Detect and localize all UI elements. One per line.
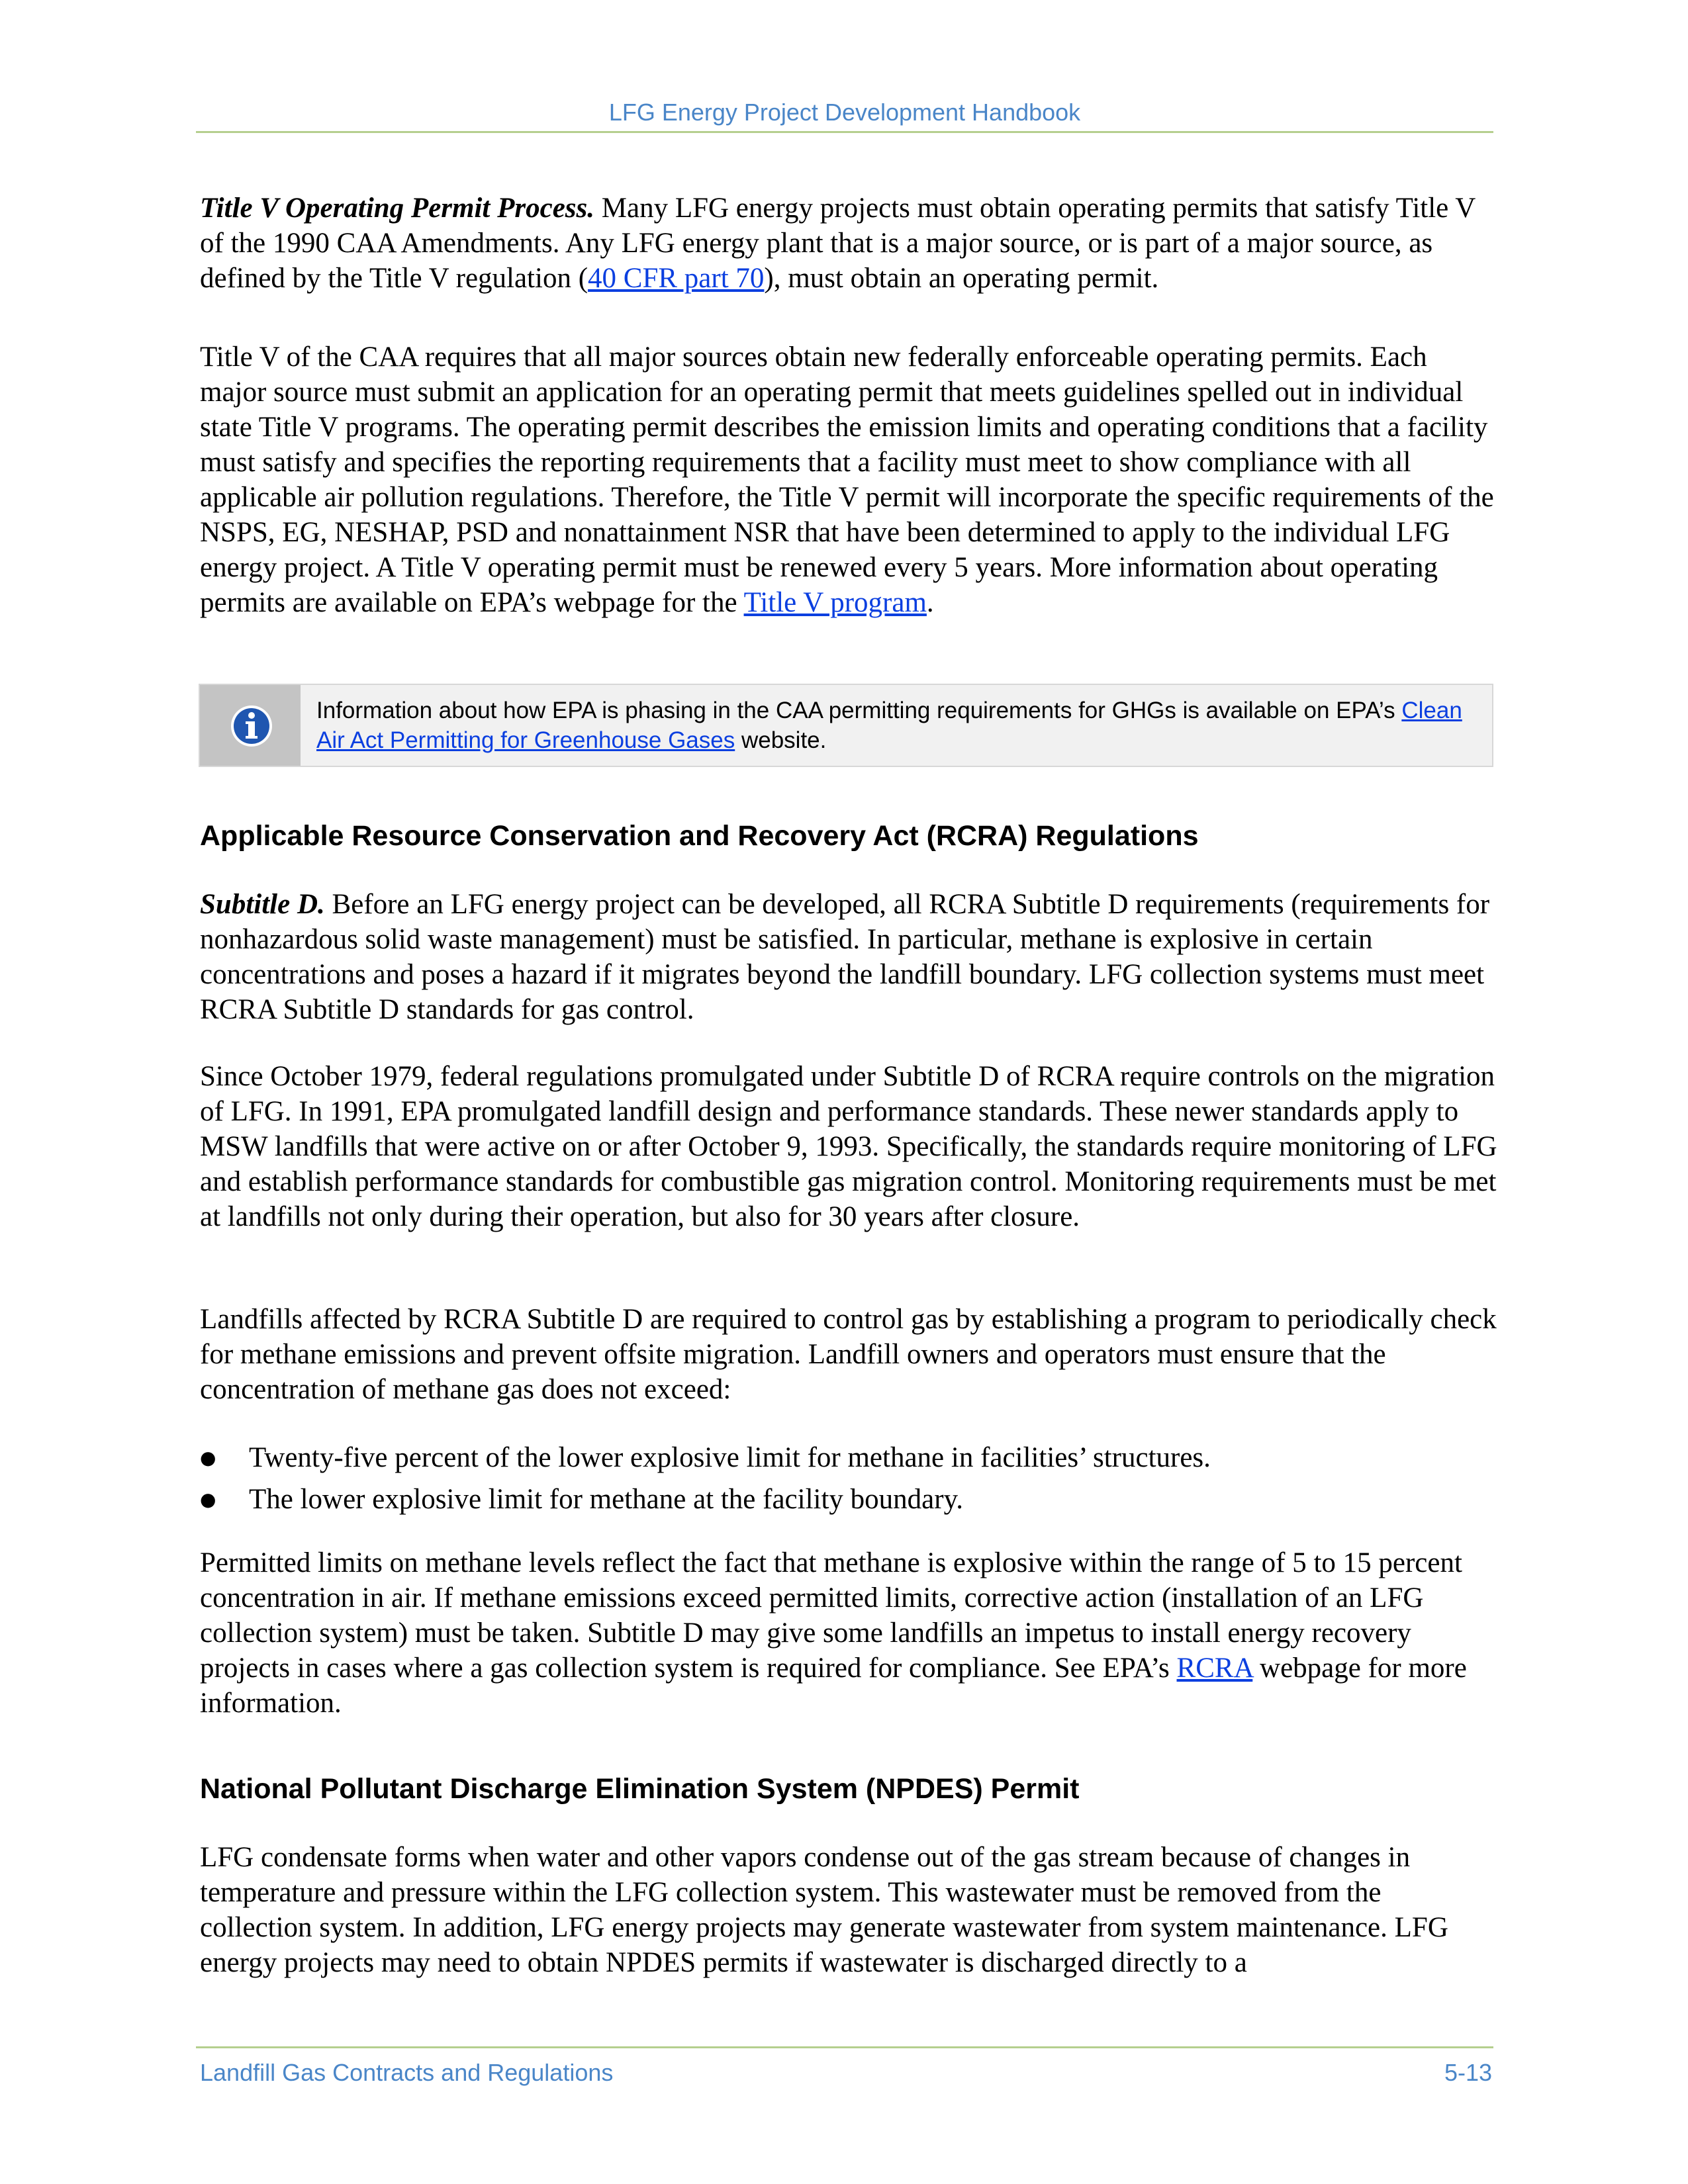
list-item: ● Twenty-five percent of the lower explosive limit for methane in facilities’ structures.: [200, 1440, 1497, 1475]
rcra-paragraph-1: [200, 887, 1497, 1027]
title-v-paragraph-2: [200, 340, 1497, 620]
footer-chapter-title: Landfill Gas Contracts and Regulations: [200, 2059, 614, 2086]
paragraph-text: Title V of the CAA requires that all major sources obtain new federally enforceable operating permits. Each major source must submit an application for an operating permit that meets guidelines spelled out in individual state Title V programs. The operating permit describes the emission limits and operating conditions that a facility must satisfy and specifies the reporting requirements that a facility must meet to show compliance with all applicable air pollution regulations. Therefore, the Title V permit will incorporate the specific requirements of the NSPS, EG, NESHAP, PSD and nonattainment NSR that have been determined to apply to the individual LFG energy project. A Title V operating permit must be renewed every 5 years. More information about operating permits are available on EPA’s webpage for the: [200, 341, 1494, 618]
paragraph-text: webpage for more information.: [200, 1653, 1467, 1719]
methane-limits-list: [200, 1440, 1497, 1524]
run-in-heading: Subtitle D.: [200, 889, 325, 920]
info-callout: [199, 684, 1493, 767]
list-item: ● The lower explosive limit for methane at the facility boundary.: [200, 1482, 1497, 1517]
rcra-paragraph-3: [200, 1302, 1497, 1407]
running-header: LFG Energy Project Development Handbook: [608, 99, 1081, 126]
rcra-link[interactable]: RCRA: [1176, 1653, 1253, 1684]
rcra-paragraph-2: [200, 1059, 1497, 1234]
40-cfr-part-70-link[interactable]: 40 CFR part 70: [588, 263, 765, 294]
clean-air-act-ghg-link[interactable]: Clean Air Act Permitting for Greenhouse Gases: [316, 698, 1462, 753]
paragraph-text: Since October 1979, federal regulations promulgated under Subtitle D of RCRA require controls on the migration of LFG. In 1991, EPA promulgated landfill design and performance standards. These newer standards apply to MSW landfills that were active on or after October 9, 1993. Specifically, the standards require monitoring of LFG and establish performance standards for combustible gas migration control. Monitoring requirements must be met at landfills not only during their operation, but also for 30 years after closure.: [200, 1061, 1497, 1232]
paragraph-text: Before an LFG energy project can be developed, all RCRA Subtitle D requirements (requirements for nonhazardous solid waste management) must be satisfied. In particular, methane is explosive in certain concentrations and poses a hazard if it migrates beyond the landfill boundary. LFG collection systems must meet RCRA Subtitle D standards for gas control.: [200, 889, 1490, 1025]
rcra-paragraph-4: [200, 1545, 1497, 1721]
npdes-section-heading: National Pollutant Discharge Elimination System (NPDES) Permit: [200, 1773, 1080, 1805]
paragraph-text: LFG condensate forms when water and other vapors condense out of the gas stream because of changes in temperature and pressure within the LFG collection system. This wastewater must be removed from the collection system. In addition, LFG energy projects may generate wastewater from system maintenance. LFG energy projects may need to obtain NPDES permits if wastewater is discharged directly to a: [200, 1842, 1448, 1978]
title-v-paragraph-1: [200, 191, 1497, 296]
paragraph-text: .: [926, 587, 934, 618]
title-v-program-link[interactable]: Title V program: [743, 587, 927, 618]
paragraph-text: Many LFG energy projects must obtain operating permits that satisfy Title V of the 1990 CAA Amendments. Any LFG energy plant that is a major source, or is part of a major source, as defined by the Title V regulation (: [200, 193, 1476, 294]
footer-rule: [196, 2046, 1493, 2048]
paragraph-text: Landfills affected by RCRA Subtitle D are required to control gas by establishing a program to periodically check for methane emissions and prevent offsite migration. Landfill owners and operators must ensure that the concentration of methane gas does not exceed:: [200, 1304, 1497, 1405]
paragraph-text: Permitted limits on methane levels reflect the fact that methane is explosive within the range of 5 to 15 percent concentration in air. If methane emissions exceed permitted limits, corrective action (installation of an LFG collection system) must be taken. Subtitle D may give some landfills an impetus to install energy recovery projects in cases where a gas collection system is required for compliance. See EPA’s: [200, 1547, 1462, 1684]
info-icon: [229, 704, 274, 749]
info-callout-text: Information about how EPA is phasing in the CAA permitting requirements for GHGs is available on EPA’s Clean Air Act Permitting for Greenhouse Gases website.: [316, 698, 1462, 753]
bullet-icon: ●: [200, 1447, 216, 1469]
header-rule: [196, 131, 1493, 133]
npdes-paragraph-1: [200, 1840, 1497, 1980]
run-in-heading: Title V Operating Permit Process.: [200, 193, 594, 224]
paragraph-text: ), must obtain an operating permit.: [764, 263, 1159, 294]
bullet-icon: ●: [200, 1488, 216, 1510]
info-icon-column: [200, 685, 301, 766]
rcra-section-heading: Applicable Resource Conservation and Recovery Act (RCRA) Regulations: [200, 820, 1199, 852]
page-number: 5-13: [1444, 2059, 1492, 2086]
